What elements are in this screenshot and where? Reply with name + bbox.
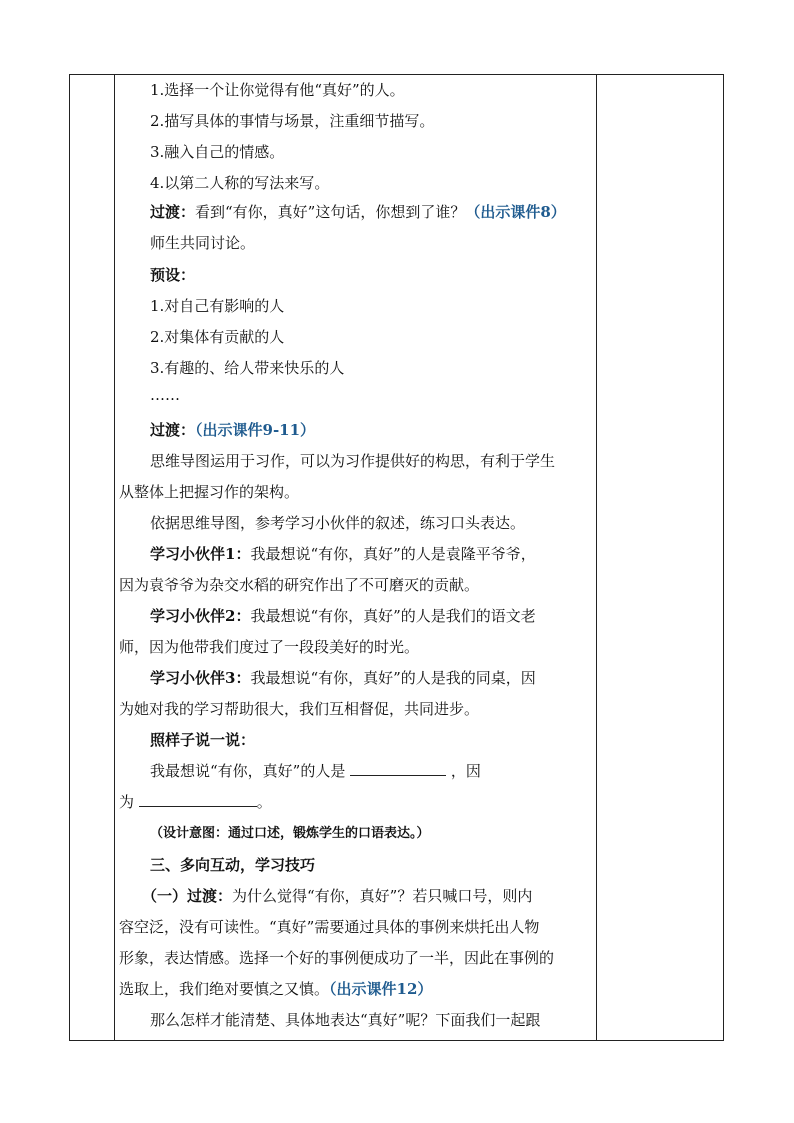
slide-cue: （出示课件8） — [465, 203, 566, 221]
paragraph-line — [119, 979, 432, 999]
transition-label: （一）过渡： — [142, 887, 233, 905]
requirement-1: 1.选择一个让你觉得有他“真好”的人。 — [150, 81, 405, 99]
paragraph-line: 思维导图运用于习作，可以为习作提供好的构思，有利于学生 — [150, 452, 556, 470]
transition-line-2 — [150, 420, 315, 440]
requirement-3: 3.融入自己的情感。 — [150, 143, 285, 161]
transition-label: 过渡： — [150, 203, 196, 221]
fill-in-line-2 — [119, 792, 272, 812]
partner-3-line — [150, 668, 536, 688]
paragraph-line: 那么怎样才能清楚、具体地表达“真好”呢？下面我们一起跟 — [150, 1011, 541, 1029]
fill-in-text: 我最想说“有你，真好”的人是 — [150, 762, 346, 780]
section-heading: 三、多向互动，学习技巧 — [150, 856, 316, 874]
fill-in-blank — [139, 792, 257, 807]
ellipsis: …… — [150, 386, 180, 404]
fill-in-text: ，因 — [450, 762, 481, 780]
paragraph-line: 依据思维导图，参考学习小伙伴的叙述，练习口头表达。 — [150, 514, 526, 532]
transition-line-3 — [142, 886, 532, 906]
discussion-line: 师生共同讨论。 — [150, 234, 256, 252]
transition-line-1 — [150, 202, 566, 222]
slide-cue: （出示课件12） — [329, 980, 433, 998]
fill-in-line-1 — [150, 761, 481, 781]
partner-label: 学习小伙伴1： — [150, 545, 251, 563]
paragraph-line: 从整体上把握习作的架构。 — [119, 483, 300, 501]
requirement-2: 2.描写具体的事情与场景，注重细节描写。 — [150, 112, 435, 130]
preset-item-2: 2.对集体有贡献的人 — [150, 328, 285, 346]
lesson-plan-table — [69, 74, 724, 1041]
partner-label: 学习小伙伴2： — [150, 607, 251, 625]
partner-text: 我最想说“有你，真好”的人是袁隆平爷爷， — [250, 545, 536, 563]
requirement-4: 4.以第二人称的写法来写。 — [150, 174, 330, 192]
fill-in-text: 。 — [256, 793, 272, 811]
transition-label: 过渡： — [150, 421, 196, 439]
preset-item-1: 1.对自己有影响的人 — [150, 297, 285, 315]
paragraph-text: 选取上，我们绝对要慎之又慎。 — [119, 980, 330, 998]
partner-text: 我最想说“有你，真好”的人是我们的语文老 — [250, 607, 536, 625]
transition-text: 看到“有你，真好”这句话，你想到了谁？ — [195, 203, 466, 221]
preset-item-3: 3.有趣的、给人带来快乐的人 — [150, 359, 345, 377]
paragraph-line: 师，因为他带我们度过了一段段美好的时光。 — [119, 638, 420, 656]
partner-text: 我最想说“有你，真好”的人是我的同桌，因 — [250, 669, 536, 687]
partner-2-line — [150, 606, 536, 626]
paragraph-line: 容空泛，没有可读性。“真好”需要通过具体的事例来烘托出人物 — [119, 918, 540, 936]
transition-text: 为什么觉得“有你，真好”？若只喊口号，则内 — [232, 887, 533, 905]
paragraph-line: 因为袁爷爷为杂交水稻的研究作出了不可磨灭的贡献。 — [119, 576, 480, 594]
paragraph-line: 形象，表达情感。选择一个好的事例便成功了一半，因此在事例的 — [119, 949, 555, 967]
partner-label: 学习小伙伴3： — [150, 669, 251, 687]
fill-in-blank — [350, 761, 446, 776]
paragraph-line: 为她对我的学习帮助很大，我们互相督促，共同进步。 — [119, 700, 480, 718]
slide-cue: （出示课件9-11） — [195, 421, 316, 439]
partner-1-line — [150, 544, 536, 564]
column-divider-left — [114, 75, 115, 1040]
column-divider-right — [596, 75, 597, 1040]
design-intent-note: （设计意图：通过口述，锻炼学生的口语表达。） — [150, 826, 430, 841]
preset-heading: 预设： — [150, 266, 196, 284]
practice-heading: 照样子说一说： — [150, 731, 256, 749]
fill-in-text: 为 — [119, 793, 135, 811]
